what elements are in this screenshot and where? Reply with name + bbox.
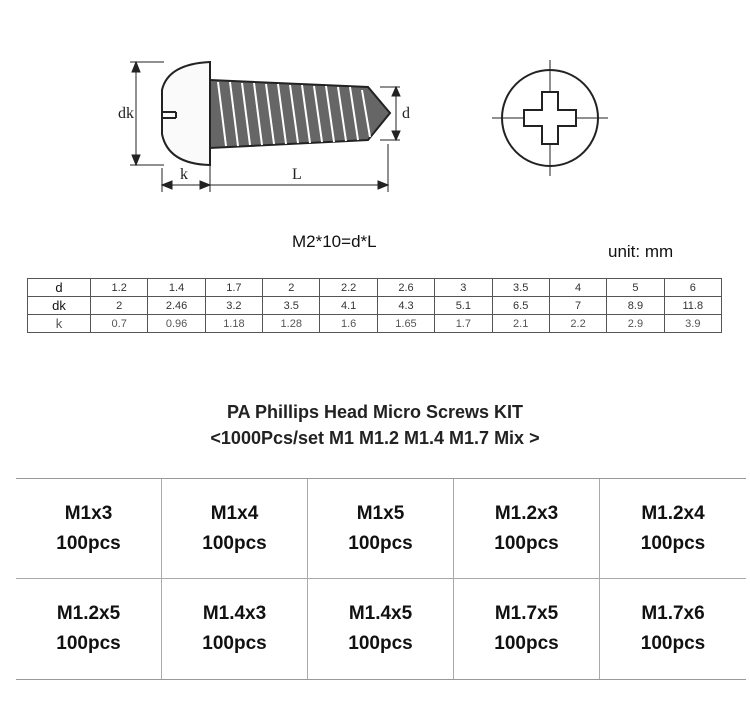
kit-item-size: M1x3 <box>64 502 113 524</box>
table-cell: 5.1 <box>435 297 492 315</box>
table-row-d <box>28 279 722 297</box>
kit-title-line-1: PA Phillips Head Micro Screws KIT <box>226 402 524 422</box>
kit-item <box>454 479 600 579</box>
table-cell: 4.3 <box>377 297 434 315</box>
kit-item-size: M1.7x5 <box>494 603 559 624</box>
table-cell: 1.4 <box>148 279 205 297</box>
dimension-label-k: k <box>180 166 188 183</box>
table-cell: 2.46 <box>148 297 205 315</box>
kit-item-size: M1.4x3 <box>202 603 267 624</box>
kit-item <box>308 579 454 679</box>
table-cell: 7 <box>549 297 606 315</box>
table-cell: 2.2 <box>320 279 377 297</box>
phillips-head-top-view <box>492 60 608 176</box>
kit-item-qty: 100pcs <box>640 532 706 554</box>
table-cell: 3.5 <box>492 279 549 297</box>
kit-item-size: M1.2x4 <box>641 502 705 524</box>
kit-title-line-2: <1000Pcs/set M1 M1.2 M1.4 M1.7 Mix > <box>210 428 540 448</box>
dimension-label-L: L <box>292 166 302 183</box>
table-cell: 2.2 <box>549 315 606 333</box>
table-cell: 1.65 <box>377 315 434 333</box>
table-cell: 3 <box>435 279 492 297</box>
row-header: dk <box>28 297 91 315</box>
table-cell: 3.5 <box>263 297 320 315</box>
spec-table <box>27 278 722 333</box>
kit-item-qty: 100pcs <box>494 633 559 654</box>
table-cell: 6 <box>664 279 721 297</box>
kit-title <box>0 399 750 451</box>
kit-item-qty: 100pcs <box>56 532 121 554</box>
table-cell: 11.8 <box>664 297 721 315</box>
table-cell: 2.6 <box>377 279 434 297</box>
table-cell: 0.7 <box>91 315 148 333</box>
kit-item-size: M1.2x3 <box>494 502 559 524</box>
dimension-label-dk: dk <box>118 105 134 122</box>
dimension-label-d: d <box>402 105 410 122</box>
table-cell: 6.5 <box>492 297 549 315</box>
table-cell: 3.2 <box>205 297 262 315</box>
table-row-k <box>28 315 722 333</box>
table-cell: 5 <box>607 279 664 297</box>
screw-technical-drawing <box>120 40 620 200</box>
unit-label: unit: mm <box>608 242 674 261</box>
kit-item-qty: 100pcs <box>202 532 267 554</box>
kit-item <box>308 479 454 579</box>
table-row-dk <box>28 297 722 315</box>
kit-item-qty: 100pcs <box>494 532 559 554</box>
kit-item <box>16 479 162 579</box>
row-header: d <box>28 279 91 297</box>
kit-item <box>16 579 162 679</box>
kit-item-qty: 100pcs <box>202 633 267 654</box>
table-cell: 1.7 <box>435 315 492 333</box>
kit-item-size: M1x4 <box>210 502 259 524</box>
row-header: k <box>28 315 91 333</box>
kit-item <box>600 479 746 579</box>
kit-item <box>600 579 746 679</box>
kit-item <box>162 479 308 579</box>
size-formula: M2*10=d*L <box>292 232 377 251</box>
kit-item-qty: 100pcs <box>348 532 413 554</box>
kit-item-qty: 100pcs <box>56 633 121 654</box>
screw-side-view <box>162 62 390 165</box>
table-cell: 1.28 <box>263 315 320 333</box>
table-cell: 2.1 <box>492 315 549 333</box>
kit-item-qty: 100pcs <box>348 633 413 654</box>
table-cell: 3.9 <box>664 315 721 333</box>
table-cell: 0.96 <box>148 315 205 333</box>
kit-item-qty: 100pcs <box>640 633 706 654</box>
kit-item <box>454 579 600 679</box>
table-cell: 1.6 <box>320 315 377 333</box>
table-cell: 4.1 <box>320 297 377 315</box>
kit-item-size: M1.7x6 <box>641 603 705 624</box>
kit-item-size: M1.2x5 <box>56 603 121 624</box>
table-cell: 2.9 <box>607 315 664 333</box>
table-cell: 1.2 <box>91 279 148 297</box>
table-cell: 8.9 <box>607 297 664 315</box>
kit-item-size: M1x5 <box>356 502 405 524</box>
table-cell: 4 <box>549 279 606 297</box>
table-cell: 1.7 <box>205 279 262 297</box>
table-cell: 2 <box>91 297 148 315</box>
kit-contents-grid <box>16 478 746 680</box>
table-cell: 1.18 <box>205 315 262 333</box>
table-cell: 2 <box>263 279 320 297</box>
kit-item <box>162 579 308 679</box>
kit-item-size: M1.4x5 <box>348 603 413 624</box>
